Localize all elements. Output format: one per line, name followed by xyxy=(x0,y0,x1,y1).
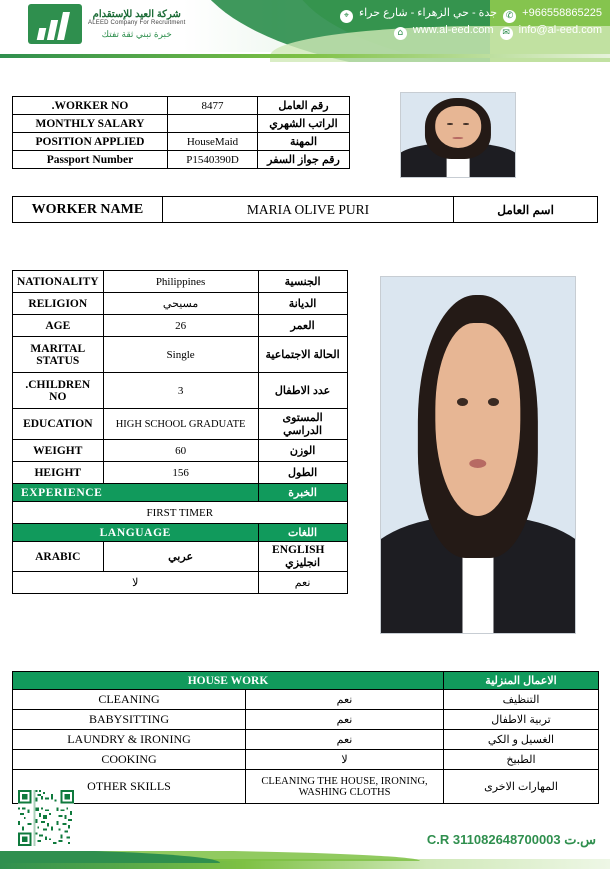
value-arabic: لا xyxy=(13,572,259,594)
contact-line-1 xyxy=(182,6,602,23)
document-header xyxy=(0,0,610,62)
value-worker-name: MARIA OLIVE PURI xyxy=(162,197,453,223)
value-education: HIGH SCHOOL GRADUATE xyxy=(103,409,258,440)
contact-line-2 xyxy=(182,23,602,40)
label-cooking: COOKING xyxy=(13,750,246,770)
worker-details-table xyxy=(12,270,348,594)
value-position-applied: HouseMaid xyxy=(168,133,258,151)
label-cleaning: CLEANING xyxy=(13,690,246,710)
label-worker-no: .WORKER NO xyxy=(13,97,168,115)
label-marital-status-ar: الحالة الاجتماعية xyxy=(258,337,347,373)
whatsapp-icon: ✆ xyxy=(503,10,516,23)
value-religion: مسيحي xyxy=(103,293,258,315)
table-row xyxy=(13,293,348,315)
website-url[interactable]: www.al-eed.com xyxy=(412,24,494,36)
label-age: AGE xyxy=(13,315,104,337)
value-english: نعم xyxy=(258,572,347,594)
worker-summary-table xyxy=(12,96,350,169)
table-row xyxy=(13,97,350,115)
location-icon: ⌖ xyxy=(340,10,353,23)
header-contact-block xyxy=(182,6,602,40)
label-nationality-ar: الجنسية xyxy=(258,271,347,293)
label-english xyxy=(258,542,347,572)
company-logo xyxy=(28,4,186,44)
label-babysitting-ar: تربية الاطفال xyxy=(444,710,599,730)
section-header-language xyxy=(13,524,348,542)
value-weight: 60 xyxy=(103,440,258,462)
label-worker-no-ar: رقم العامل xyxy=(258,97,350,115)
label-cooking-ar: الطبيخ xyxy=(444,750,599,770)
label-children-no: .CHILDREN NO xyxy=(13,373,104,409)
label-nationality: NATIONALITY xyxy=(13,271,104,293)
label-laundry-ironing: LAUNDRY & IRONING xyxy=(13,730,246,750)
worker-name-table xyxy=(12,196,598,223)
commercial-registration xyxy=(427,832,596,848)
section-header-house-work xyxy=(13,672,599,690)
label-other-skills: OTHER SKILLS xyxy=(13,770,246,804)
table-row xyxy=(13,770,599,804)
table-row xyxy=(13,315,348,337)
logo-mark-icon xyxy=(28,4,82,44)
header-divider xyxy=(0,54,610,58)
label-age-ar: العمر xyxy=(258,315,347,337)
label-passport-number: Passport Number xyxy=(13,151,168,169)
label-language: LANGUAGE xyxy=(13,524,259,542)
label-height: HEIGHT xyxy=(13,462,104,484)
table-row xyxy=(13,115,350,133)
label-cleaning-ar: التنظيف xyxy=(444,690,599,710)
label-height-ar: الطول xyxy=(258,462,347,484)
table-row xyxy=(13,197,598,223)
label-arabic-ar: عربي xyxy=(103,542,258,572)
company-name-en: ALEED Company For Recruitment xyxy=(88,20,186,27)
company-slogan: خبرة تبني ثقة تفتك xyxy=(101,29,172,40)
value-marital-status: Single xyxy=(103,337,258,373)
label-weight: WEIGHT xyxy=(13,440,104,462)
address-text: جدة - حي الزهراء - شارع حراء xyxy=(358,7,498,19)
table-row xyxy=(13,690,599,710)
label-marital-status: MARITAL STATUS xyxy=(13,337,104,373)
table-row xyxy=(13,409,348,440)
cr-number: C.R 311082648700003 xyxy=(426,832,561,847)
table-row xyxy=(13,133,350,151)
table-row xyxy=(13,151,350,169)
table-row xyxy=(13,337,348,373)
label-experience-ar: الخبرة xyxy=(258,484,347,502)
label-weight-ar: الوزن xyxy=(258,440,347,462)
label-arabic: ARABIC xyxy=(13,542,104,572)
value-other-skills: CLEANING THE HOUSE, IRONING, WASHING CLOTHS xyxy=(246,770,444,804)
qr-code-icon xyxy=(18,790,74,846)
value-cooking: لا xyxy=(246,750,444,770)
label-monthly-salary: MONTHLY SALARY xyxy=(13,115,168,133)
value-height: 156 xyxy=(103,462,258,484)
label-children-no-ar: عدد الاطفال xyxy=(258,373,347,409)
cr-label-ar: س.ت xyxy=(564,832,596,847)
label-house-work-ar: الاعمال المنزلية xyxy=(444,672,599,690)
table-row xyxy=(13,271,348,293)
value-babysitting: نعم xyxy=(246,710,444,730)
label-english-en: ENGLISH xyxy=(272,544,325,556)
table-row xyxy=(13,440,348,462)
table-row xyxy=(13,373,348,409)
value-children-no: 3 xyxy=(103,373,258,409)
table-row xyxy=(13,750,599,770)
value-age: 26 xyxy=(103,315,258,337)
label-other-skills-ar: المهارات الاخرى xyxy=(444,770,599,804)
phone-number: +966558865225 xyxy=(522,7,602,19)
globe-icon: ⌂ xyxy=(394,27,407,40)
label-passport-number-ar: رقم جواز السفر xyxy=(258,151,350,169)
table-row xyxy=(13,502,348,524)
label-worker-name-ar: اسم العامل xyxy=(454,197,598,223)
label-position-applied: POSITION APPLIED xyxy=(13,133,168,151)
value-laundry-ironing: نعم xyxy=(246,730,444,750)
table-row xyxy=(13,730,599,750)
section-header-experience xyxy=(13,484,348,502)
label-religion: RELIGION xyxy=(13,293,104,315)
label-laundry-ironing-ar: الغسيل و الكي xyxy=(444,730,599,750)
label-language-ar: اللغات xyxy=(258,524,347,542)
table-row xyxy=(13,542,348,572)
worker-photo-small xyxy=(400,92,516,178)
email-address[interactable]: info@al-eed.com xyxy=(518,24,602,36)
label-babysitting: BABYSITTING xyxy=(13,710,246,730)
table-row xyxy=(13,710,599,730)
label-religion-ar: الديانة xyxy=(258,293,347,315)
value-experience: FIRST TIMER xyxy=(13,502,348,524)
label-house-work: HOUSE WORK xyxy=(13,672,444,690)
label-english-ar: انجليزي xyxy=(285,557,320,569)
value-passport-number: P1540390D xyxy=(168,151,258,169)
company-name-ar: شركة العيد للإستقدام xyxy=(92,8,181,20)
value-cleaning: نعم xyxy=(246,690,444,710)
email-icon: ✉ xyxy=(500,27,513,40)
table-row xyxy=(13,572,348,594)
value-worker-no: 8477 xyxy=(168,97,258,115)
value-nationality: Philippines xyxy=(103,271,258,293)
label-position-applied-ar: المهنة xyxy=(258,133,350,151)
value-monthly-salary xyxy=(168,115,258,133)
label-monthly-salary-ar: الراتب الشهري xyxy=(258,115,350,133)
label-experience: EXPERIENCE xyxy=(13,484,259,502)
label-education-ar: المستوى الدراسي xyxy=(258,409,347,440)
label-education: EDUCATION xyxy=(13,409,104,440)
house-work-table xyxy=(12,671,599,804)
worker-photo-large xyxy=(380,276,576,634)
label-worker-name: WORKER NAME xyxy=(13,197,163,223)
table-row xyxy=(13,462,348,484)
footer-band xyxy=(0,851,610,869)
